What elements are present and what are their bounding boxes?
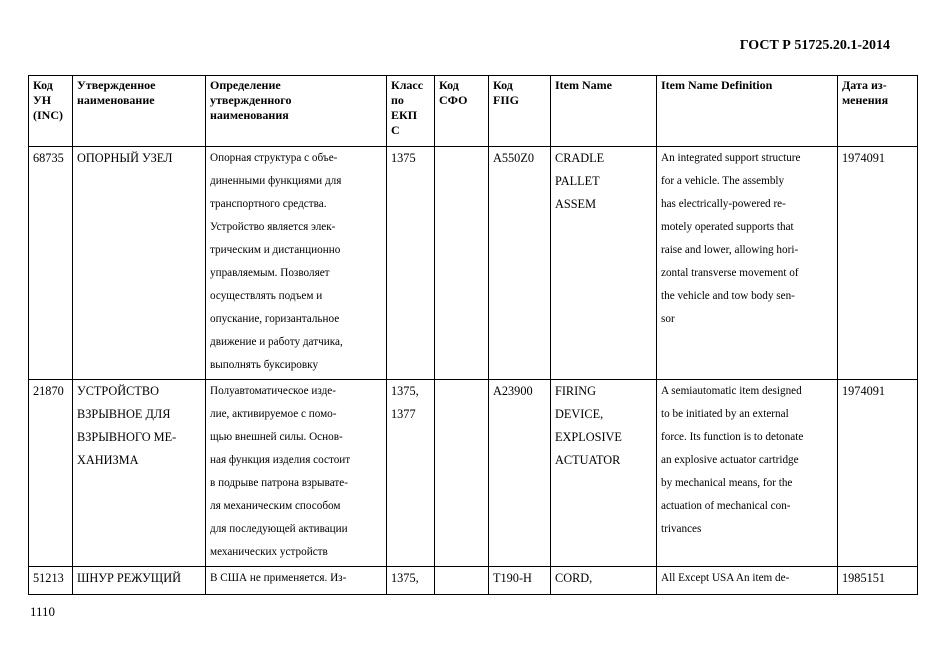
page-number: 1110 <box>30 604 56 619</box>
cell-line: An integrated support structure <box>661 152 801 164</box>
header-class <box>387 76 435 147</box>
nomenclature-table-wrapper <box>28 75 918 595</box>
cell-item-name <box>551 147 657 380</box>
cell-line: 1974091 <box>842 151 886 165</box>
cell-sfo-code <box>435 147 489 380</box>
cell-line: движение и работу датчика, <box>210 336 343 348</box>
table-row <box>29 380 918 567</box>
cell-line: опускание, горизантальное <box>210 313 340 325</box>
cell-line: motely operated supports that <box>661 221 794 233</box>
header-line: С <box>391 123 400 137</box>
header-line: (INC) <box>33 108 63 122</box>
cell-line: ОПОРНЫЙ УЗЕЛ <box>77 151 173 165</box>
cell-line: щью внешней силы. Основ- <box>210 431 343 443</box>
table-header-row <box>29 76 918 147</box>
cell-line: to be initiated by an external <box>661 408 789 420</box>
cell-line: Устройство является элек- <box>210 221 336 233</box>
header-line: менения <box>842 93 889 107</box>
cell-line: транспортного средства. <box>210 198 327 210</box>
cell-line: управляемым. Позволяет <box>210 267 330 279</box>
cell-line: УСТРОЙСТВО <box>77 384 159 398</box>
cell-definition <box>206 567 387 595</box>
cell-approved-name <box>73 380 206 567</box>
cell-line: 1375, <box>391 384 419 398</box>
cell-change-date <box>838 147 918 380</box>
cell-line: T190-H <box>493 571 532 585</box>
header-line: Класс <box>391 78 424 92</box>
cell-item-name-definition <box>657 380 838 567</box>
header-definition <box>206 76 387 147</box>
header-line: по <box>391 93 404 107</box>
cell-line: CRADLE <box>555 151 605 165</box>
cell-line: ля механическим способом <box>210 500 341 512</box>
cell-approved-name <box>73 567 206 595</box>
cell-line: EXPLOSIVE <box>555 430 622 444</box>
cell-line: All Except USA An item de- <box>661 572 790 584</box>
header-line: СФО <box>439 93 468 107</box>
header-item-name <box>551 76 657 147</box>
header-line: утвержденного <box>210 93 292 107</box>
table-row <box>29 147 918 380</box>
cell-line: ная функция изделия состоит <box>210 454 351 466</box>
cell-line: A semiautomatic item designed <box>661 385 802 397</box>
cell-line: механических устройств <box>210 546 328 558</box>
cell-line: 1375 <box>391 151 416 165</box>
cell-class <box>387 567 435 595</box>
nomenclature-table <box>28 75 918 595</box>
cell-line: ВЗРЫВНОГО МЕ- <box>77 430 177 444</box>
cell-item-name <box>551 567 657 595</box>
cell-line: has electrically-powered re- <box>661 198 786 210</box>
cell-line: выполнять буксировку <box>210 359 319 371</box>
header-line: Дата из- <box>842 78 887 92</box>
cell-line: Опорная структура с объе- <box>210 152 338 164</box>
header-line: ЕКП <box>391 108 418 122</box>
cell-item-name-definition <box>657 567 838 595</box>
header-line: Код <box>439 78 459 92</box>
header-item-name-definition <box>657 76 838 147</box>
cell-line: лие, активируемое с помо- <box>210 408 337 420</box>
cell-code <box>29 567 73 595</box>
cell-line: трическим и дистанционно <box>210 244 341 256</box>
cell-line: ASSEM <box>555 197 597 211</box>
cell-change-date <box>838 567 918 595</box>
table-row <box>29 567 918 595</box>
cell-fiig-code <box>489 567 551 595</box>
cell-line: sor <box>661 313 675 325</box>
table-body <box>29 147 918 595</box>
cell-line: 1974091 <box>842 384 886 398</box>
cell-line: A550Z0 <box>493 151 534 165</box>
cell-item-name <box>551 380 657 567</box>
cell-change-date <box>838 380 918 567</box>
cell-line: raise and lower, allowing hori- <box>661 244 799 256</box>
cell-definition <box>206 380 387 567</box>
cell-line: ВЗРЫВНОЕ ДЛЯ <box>77 407 171 421</box>
cell-line: ХАНИЗМА <box>77 453 139 467</box>
cell-definition <box>206 147 387 380</box>
header-line: наименование <box>77 93 155 107</box>
header-line: наименования <box>210 108 289 122</box>
cell-line: 1375, <box>391 571 419 585</box>
header-approved-name <box>73 76 206 147</box>
cell-class <box>387 147 435 380</box>
cell-line: в подрыве патрона взрывате- <box>210 477 348 489</box>
cell-fiig-code <box>489 147 551 380</box>
cell-line: FIRING <box>555 384 596 398</box>
header-fiig-code <box>489 76 551 147</box>
cell-line: 68735 <box>33 151 64 165</box>
cell-line: zontal transverse movement of <box>661 267 799 279</box>
header-line: Определение <box>210 78 281 92</box>
header-line: Item Name <box>555 78 612 92</box>
cell-line: actuation of mechanical con- <box>661 500 791 512</box>
header-line: Код <box>493 78 513 92</box>
cell-line: 21870 <box>33 384 64 398</box>
cell-line: the vehicle and tow body sen- <box>661 290 795 302</box>
cell-line: PALLET <box>555 174 600 188</box>
cell-line: DEVICE, <box>555 407 604 421</box>
cell-line: для последующей активации <box>210 523 348 535</box>
cell-line: Полуавтоматическое изде- <box>210 385 336 397</box>
cell-line: ACTUATOR <box>555 453 621 467</box>
cell-line: for a vehicle. The assembly <box>661 175 785 187</box>
header-change-date <box>838 76 918 147</box>
cell-line: 1377 <box>391 407 416 421</box>
cell-code <box>29 380 73 567</box>
cell-sfo-code <box>435 567 489 595</box>
cell-line: осуществлять подъем и <box>210 290 323 302</box>
cell-line: 51213 <box>33 571 64 585</box>
cell-line: 1985151 <box>842 571 886 585</box>
cell-line: ШНУР РЕЖУЩИЙ <box>77 571 181 585</box>
header-line: FIIG <box>493 93 520 107</box>
cell-approved-name <box>73 147 206 380</box>
cell-sfo-code <box>435 380 489 567</box>
header-line: Код <box>33 78 53 92</box>
document-code: ГОСТ Р 51725.20.1-2014 <box>739 38 890 53</box>
cell-code <box>29 147 73 380</box>
cell-class <box>387 380 435 567</box>
header-sfo-code <box>435 76 489 147</box>
cell-line: диненными функциями для <box>210 175 342 187</box>
cell-line: A23900 <box>493 384 533 398</box>
cell-line: force. Its function is to detonate <box>661 431 804 443</box>
cell-line: an explosive actuator cartridge <box>661 454 799 466</box>
header-line: УН <box>33 93 52 107</box>
cell-line: trivances <box>661 523 702 535</box>
cell-item-name-definition <box>657 147 838 380</box>
cell-line: CORD, <box>555 571 593 585</box>
cell-line: by mechanical means, for the <box>661 477 793 489</box>
header-code <box>29 76 73 147</box>
cell-fiig-code <box>489 380 551 567</box>
cell-line: В США не применяется. Из- <box>210 572 347 584</box>
header-line: Утвержденное <box>77 78 156 92</box>
header-line: Item Name Definition <box>661 78 773 92</box>
